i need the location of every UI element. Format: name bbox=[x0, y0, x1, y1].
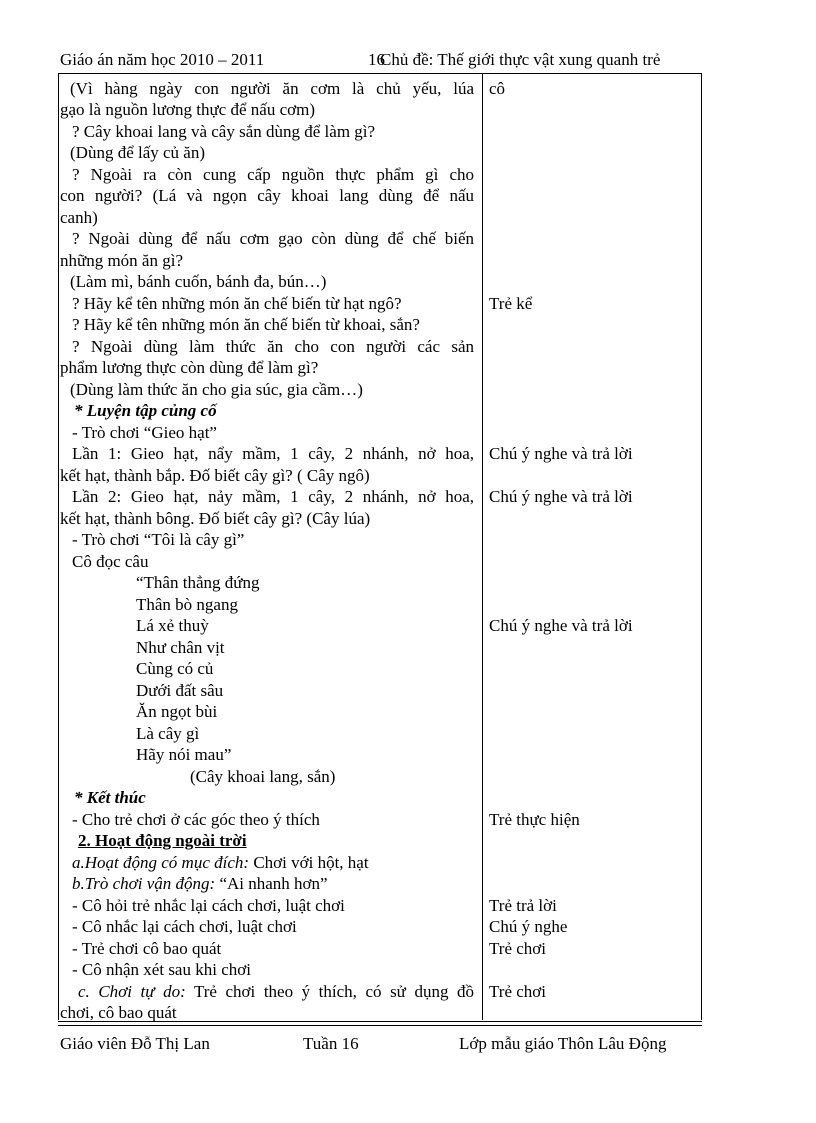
response-text: Chú ý nghe và trả lời bbox=[489, 444, 633, 463]
poem-line: Là cây gì bbox=[136, 724, 200, 743]
text-b: “Ai nhanh hơn” bbox=[215, 874, 328, 893]
section-heading-outdoor: 2. Hoạt động ngoài trời bbox=[78, 831, 247, 850]
text-line: phẩm lương thực còn dùng để làm gì? bbox=[60, 358, 319, 377]
text-line: Lần 1: Gieo hạt, nẩy mầm, 1 cây, 2 nhánh, nở hoa, bbox=[72, 444, 474, 463]
response-text: Trẻ chơi bbox=[489, 939, 547, 958]
poem-line: Hãy nói mau” bbox=[136, 745, 232, 764]
text-line: (Vì hàng ngày con người ăn cơm là chủ yếu, lúa bbox=[70, 79, 474, 98]
page-header bbox=[60, 50, 700, 72]
text-line: Cô đọc câu bbox=[72, 552, 149, 571]
text-line: canh) bbox=[60, 208, 98, 227]
response-text: Trẻ thực hiện bbox=[489, 810, 580, 829]
text-line: Lần 2: Gieo hạt, nảy mầm, 1 cây, 2 nhánh, nở hoa, bbox=[72, 487, 474, 506]
text-line-c bbox=[78, 981, 474, 1002]
text-line-b bbox=[72, 873, 328, 894]
text-line: - Cô nhận xét sau khi chơi bbox=[72, 960, 251, 979]
text-line: kết hạt, thành bắp. Đố biết cây gì? ( Cây ngô) bbox=[60, 466, 370, 485]
footer-week: Tuần 16 bbox=[303, 1034, 359, 1053]
response-text: cô bbox=[489, 79, 506, 98]
response-text: Chú ý nghe bbox=[489, 917, 568, 936]
text-line: ? Hãy kể tên những món ăn chế biến từ khoai, sắn? bbox=[72, 315, 420, 334]
poem-line: Như chân vịt bbox=[136, 638, 225, 657]
text-line: (Dùng để lấy củ ăn) bbox=[70, 143, 206, 162]
response-text: Chú ý nghe và trả lời bbox=[489, 616, 633, 635]
column-separator bbox=[482, 74, 483, 1020]
text-line: những món ăn gì? bbox=[60, 251, 184, 270]
text-line: con người? (Lá và ngọn cây khoai lang dùng để nấu bbox=[60, 186, 474, 205]
text-a: Chơi với hột, hạt bbox=[249, 853, 369, 872]
text-c: Trẻ chơi theo ý thích, có sử dụng đồ bbox=[185, 982, 474, 1001]
response-text: Trẻ chơi bbox=[489, 982, 547, 1001]
footer-teacher: Giáo viên Đỗ Thị Lan bbox=[60, 1034, 210, 1053]
poem-line: Cùng có củ bbox=[136, 659, 214, 678]
response-text: Chú ý nghe và trả lời bbox=[489, 487, 633, 506]
text-line: (Làm mì, bánh cuốn, bánh đa, bún…) bbox=[70, 272, 327, 291]
poem-line: Lá xẻ thuỳ bbox=[136, 616, 209, 635]
poem-line: “Thân thẳng đứng bbox=[136, 573, 260, 592]
text-line: kết hạt, thành bông. Đố biết cây gì? (Cây lúa) bbox=[60, 509, 371, 528]
text-line: chơi, cô bao quát bbox=[60, 1003, 177, 1022]
response-text: Trẻ kể bbox=[489, 294, 533, 313]
footer-rule-top bbox=[58, 1021, 702, 1022]
label-b: b.Trò chơi vận động: bbox=[72, 874, 216, 893]
header-school-year: Giáo án năm học 2010 – 2011 bbox=[60, 50, 265, 69]
text-line: ? Hãy kể tên những món ăn chế biến từ hạt ngô? bbox=[72, 294, 402, 313]
header-topic: Chủ đề: Thế giới thực vật xung quanh trẻ bbox=[380, 50, 661, 69]
text-line: - Cô nhắc lại cách chơi, luật chơi bbox=[72, 917, 297, 936]
section-heading-ending: * Kết thúc bbox=[74, 788, 146, 807]
footer-rule-bottom bbox=[58, 1025, 702, 1026]
text-line: - Cho trẻ chơi ở các góc theo ý thích bbox=[72, 810, 320, 829]
label-c: c. Chơi tự do: bbox=[78, 982, 186, 1001]
text-line: ? Ngoài ra còn cung cấp nguồn thực phẩm gì cho bbox=[72, 165, 474, 184]
footer-class: Lớp mẫu giáo Thôn Lâu Động bbox=[459, 1034, 667, 1053]
text-line-a bbox=[72, 852, 369, 873]
header-page-number: 16 bbox=[368, 50, 385, 69]
response-text: Trẻ trả lời bbox=[489, 896, 557, 915]
poem-line: Thân bò ngang bbox=[136, 595, 238, 614]
poem-line: Ăn ngọt bùi bbox=[136, 702, 218, 721]
label-a: a.Hoạt động có mục đích: bbox=[72, 853, 250, 872]
poem-line: Dưới đất sâu bbox=[136, 681, 224, 700]
text-line: - Cô hỏi trẻ nhắc lại cách chơi, luật chơi bbox=[72, 896, 345, 915]
text-line: gạo là nguồn lương thực để nấu cơm) bbox=[60, 100, 315, 119]
text-line: - Trò chơi “Tôi là cây gì” bbox=[72, 530, 245, 549]
text-line: (Dùng làm thức ăn cho gia súc, gia cầm…) bbox=[70, 380, 363, 399]
text-line: ? Cây khoai lang và cây sắn dùng để làm gì? bbox=[72, 122, 376, 141]
text-line: ? Ngoài dùng làm thức ăn cho con người các sản bbox=[72, 337, 474, 356]
poem-answer: (Cây khoai lang, sắn) bbox=[190, 767, 336, 786]
text-line: ? Ngoài dùng để nấu cơm gạo còn dùng để chế biến bbox=[72, 229, 474, 248]
text-line: - Trẻ chơi cô bao quát bbox=[72, 939, 222, 958]
section-heading-practice: * Luyện tập củng cố bbox=[74, 401, 217, 420]
text-line: - Trò chơi “Gieo hạt” bbox=[72, 423, 217, 442]
